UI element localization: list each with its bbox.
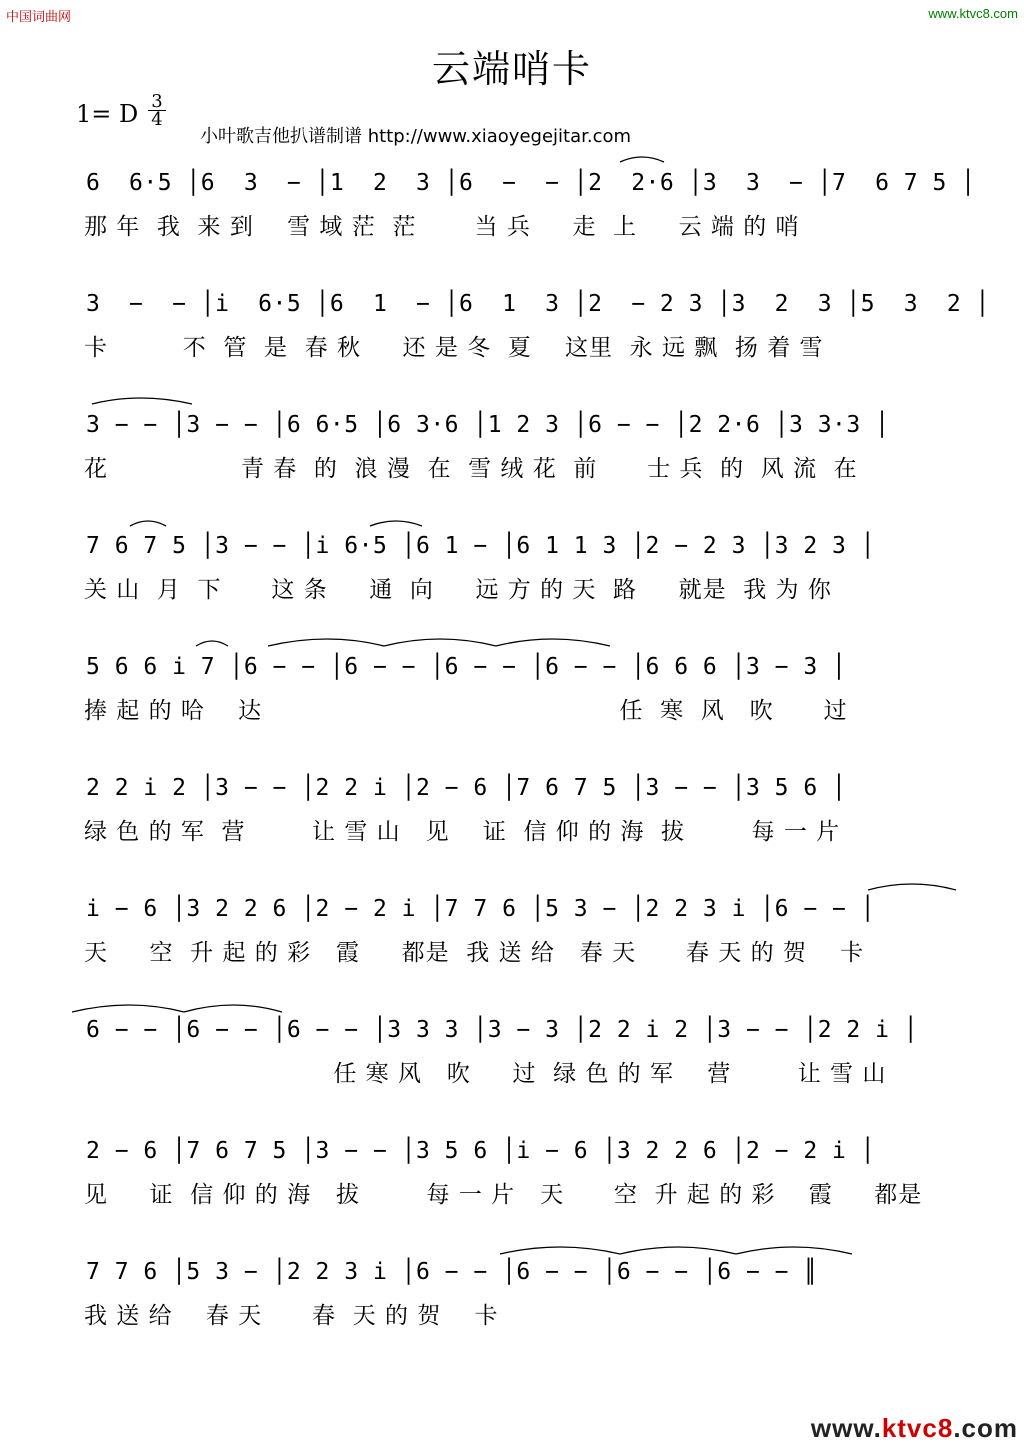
tie-arc [370, 521, 422, 526]
watermark-prefix: www. [810, 1413, 882, 1443]
tie-arc [500, 1247, 620, 1254]
tie-arc [92, 398, 192, 404]
meter-bottom: 4 [151, 109, 163, 130]
tie-arc [620, 1247, 736, 1254]
tie-arc [736, 1247, 852, 1254]
key-signature: 1= D [76, 100, 139, 128]
site-url-right[interactable]: www.ktvc8.com [928, 6, 1018, 21]
tie-arc [184, 1005, 282, 1012]
notation-line: 2 2 i 2 │3 − − │2 2 i │2 − 6 │7 6 7 5 │3 − − │3 5 6 │ [86, 775, 847, 801]
transcriber-credit: 小叶歌吉他扒谱制谱 http://www.xiaoyegejitar.com [200, 126, 632, 147]
notation-line: 3 − − │3 − − │6 6·5 │6 3·6 │1 2 3 │6 − − │2 2·6 │3 3·3 │ [86, 412, 890, 438]
lyric-line: 天 空 升 起 的 彩 霞 都是 我 送 给 春 天 春 天 的 贺 卡 [84, 940, 865, 966]
tie-arc [268, 639, 384, 646]
meter-top: 3 [151, 91, 163, 112]
watermark-brand: ktvc8 [881, 1413, 954, 1443]
notation-line: 7 6 7 5 │3 − − │i 6·5 │6 1 − │6 1 1 3 │2 − 2 3 │3 2 3 │ [86, 533, 876, 559]
song-title: 云端哨卡 [431, 47, 592, 91]
notation-line: 6 6·5 │6 3 − │1 2 3 │6 − − │2 2·6 │3 3 − │7 6 7 5 │ [86, 170, 976, 196]
notation-line: i − 6 │3 2 2 6 │2 − 2 i │7 7 6 │5 3 − │2 2 3 i │6 − − │ [86, 896, 876, 922]
lyric-line: 我 送 给 春 天 春 天 的 贺 卡 [84, 1303, 499, 1329]
watermark-bottom [811, 1413, 1018, 1444]
tie-arc [868, 884, 956, 890]
tie-arc [496, 639, 610, 646]
lyric-line: 绿 色 的 军 营 让 雪 山 见 证 信 仰 的 海 拔 每 一 片 [84, 819, 841, 845]
tie-arc [72, 1005, 184, 1012]
notation-line: 5 6 6 i 7 │6 − − │6 − − │6 − − │6 − − │6 6 6 │3 − 3 │ [86, 654, 847, 680]
time-signature [146, 93, 168, 128]
lyric-line: 那 年 我 来 到 雪 域 茫 茫 当 兵 走 上 云 端 的 哨 [84, 214, 800, 240]
notation-line: 7 7 6 │5 3 − │2 2 3 i │6 − − │6 − − │6 − − │6 − − ║ [86, 1259, 818, 1285]
watermark-suffix: .com [953, 1413, 1018, 1443]
notation-line: 2 − 6 │7 6 7 5 │3 − − │3 5 6 │i − 6 │3 2 2 6 │2 − 2 i │ [86, 1138, 876, 1164]
site-logo-left[interactable]: 中国词曲网 [6, 9, 72, 24]
lyric-line: 任 寒 风 吹 过 绿 色 的 军 营 让 雪 山 [84, 1061, 887, 1087]
notation-line: 3 − − │i 6·5 │6 1 − │6 1 3 │2 − 2 3 │3 2 3 │5 3 2 │ [86, 291, 990, 317]
lyric-line: 卡 不 管 是 春 秋 还 是 冬 夏 这里 永 远 飘 扬 着 雪 [84, 335, 824, 361]
lyric-line: 关 山 月 下 这 条 通 向 远 方 的 天 路 就是 我 为 你 [84, 577, 832, 603]
lyric-line: 捧 起 的 哈 达 任 寒 风 吹 过 [84, 698, 848, 724]
tie-arc [384, 639, 496, 646]
notation-line: 6 − − │6 − − │6 − − │3 3 3 │3 − 3 │2 2 i 2 │3 − − │2 2 i │ [86, 1017, 919, 1043]
tie-arc [130, 521, 166, 526]
lyric-line: 花 青 春 的 浪 漫 在 雪 绒 花 前 士 兵 的 风 流 在 [84, 456, 858, 482]
lyric-line: 见 证 信 仰 的 海 拔 每 一 片 天 空 升 起 的 彩 霞 都是 [84, 1182, 923, 1208]
tie-arc [196, 641, 228, 646]
tie-arc [620, 157, 664, 162]
